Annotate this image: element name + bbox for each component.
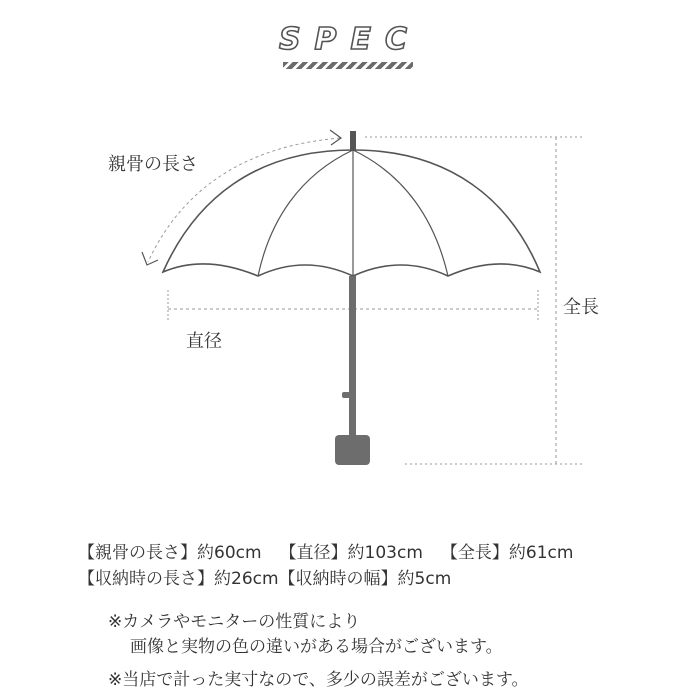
spec-diameter: 【直径】約103cm: [279, 543, 423, 563]
note-1-line-1: ※カメラやモニターの性質により: [108, 612, 361, 632]
umbrella-shaft: [349, 276, 356, 438]
spec-rib-length: 【親骨の長さ】約60cm: [78, 543, 262, 563]
spec-line-1: [78, 540, 573, 566]
umbrella-handle: [335, 435, 370, 465]
spec-line-2: [78, 566, 573, 592]
diameter-label: 直径: [186, 331, 222, 352]
spec-title: SPEC: [278, 22, 422, 57]
spec-folded-length: 【収納時の長さ】約26cm: [78, 569, 279, 589]
notes: [108, 610, 529, 693]
umbrella-tip: [350, 131, 356, 151]
note-2: ※当店で計った実寸なので、多少の誤差がございます。: [108, 670, 529, 690]
spec-list: [78, 540, 573, 592]
total-length-label: 全長: [563, 297, 599, 318]
spec-folded-width: 【収納時の幅】約5cm: [278, 569, 452, 589]
rib-arrow-top: [330, 130, 341, 145]
rib-length-label: 親骨の長さ: [108, 154, 198, 175]
umbrella-canopy: [163, 150, 540, 276]
note-1-line-2: 画像と実物の色の違いがある場合がございます。: [130, 637, 503, 657]
umbrella-button: [342, 392, 350, 398]
spec-total-length: 【全長】約61cm: [440, 543, 574, 563]
